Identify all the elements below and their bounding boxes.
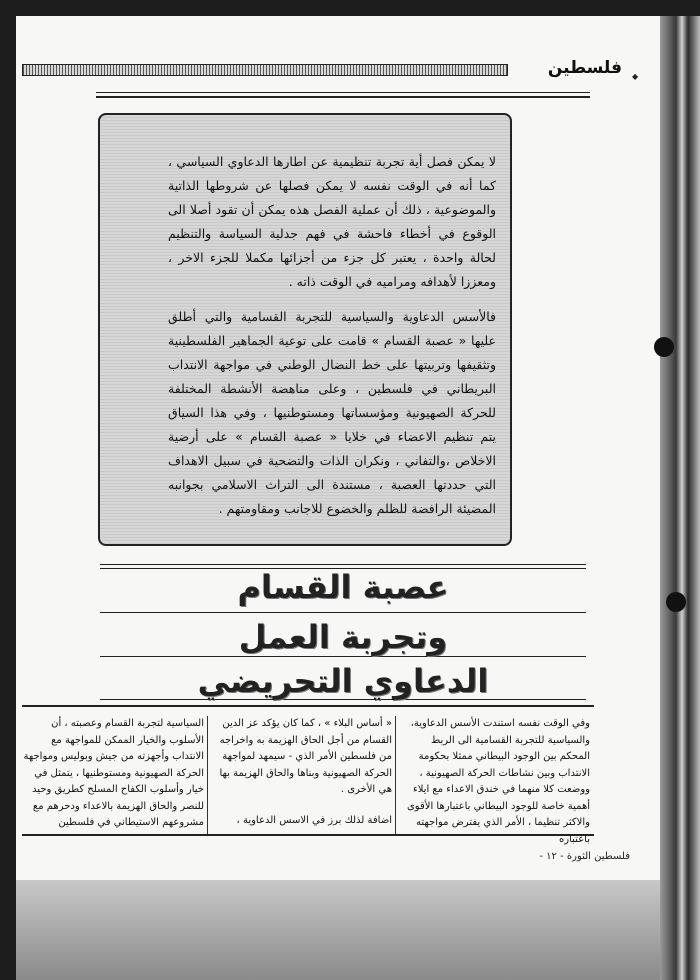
column-divider	[207, 716, 208, 834]
scan-bottom-band	[16, 880, 660, 980]
article-column-1: وفي الوقت نفسه استندت الأسس الدعاوية، والسياسية للتجربة القسامية الى الربط المحكم بين الوجود البيطاني ممثلا بحكومة الانتداب وبين نشاطات الحركة الصهيونية ، ووضعت كلا منهما في خندق الاعداء مع ايلاء أهمية خاصة للوجود البيطاني باعتبارها الأقوى والاكثر تنظيما ، الأمر الذي يفترض مواجهته باعتباره	[406, 718, 590, 845]
pull-quote-paragraph: لا يمكن فصل أية تجربة تنظيمية عن اطارها الدعاوي السياسي ، كما أنه في الوقت نفسه لا يمكن فصلها عن شروطها الذاتية والموضوعية ، ذلك أن عملية الفصل هذه يمكن أن تقود أصلا الى الوقوع في أخطاء فاحشة في فهم جدلية السياسة والتنظيم لحالة واحدة ، يعتبر كل جزء من أجزائها مكملا للجزء الاخر ، ومعززا لأهدافه ومراميه في الوقت ذاته .	[168, 154, 496, 289]
top-rule	[96, 92, 590, 98]
header-pattern-bar	[22, 64, 508, 76]
section-header	[22, 58, 642, 82]
bullet-mark-icon: ◆	[632, 72, 639, 81]
article-column-3: السياسية لتجربة القسام وعصبته ، أن الأسلوب والخيار الممكن للمواجهة مع الانتداب وأجهزته من جيش وبوليس ومواجهة الحركة الصهيونية ومستوطنيها ، يتمثل في خيار وأسلوب الكفاح المسلح كطريق وحيد للنصر والحاق الهزيمة بالاعداء ودحرهم مع مشروعهم الاستيطاني في فلسطين	[23, 718, 204, 828]
page-edge-shadow	[660, 16, 700, 980]
columns-top-rule	[22, 705, 594, 707]
pull-quote-text	[168, 150, 496, 532]
column-divider	[395, 716, 396, 834]
binder-hole	[666, 592, 686, 612]
columns-bottom-rule	[22, 834, 594, 836]
headline-rule	[100, 656, 586, 657]
column-2-text: « أساس البلاء » ، كما كان يؤكد عز الدين القسام من أجل الحاق الهزيمة به واخراجه من فلسطين الأمر الذي - سيمهد لمواجهة الحركة الصهيونية وبناها والحاق الهزيمة بها هي الأخرى .	[219, 718, 392, 795]
headline-line-3: الدعاوي التحريضي	[197, 662, 489, 700]
column-2-tail: اضافة لذلك برز في الاسس الدعاوية ،	[236, 814, 392, 826]
page-footer: فلسطين الثورة - ١٢ -	[539, 851, 630, 862]
headline-rule	[100, 564, 586, 565]
headline-rule	[100, 612, 586, 613]
section-title: فلسطين	[547, 58, 622, 78]
article-column-2	[210, 716, 392, 829]
headline-line-1: عصبة القسام	[237, 568, 449, 606]
headline-line-2: وتجربة العمل	[238, 618, 448, 656]
binder-hole	[654, 337, 674, 357]
pull-quote-paragraph: فالأسس الدعاوية والسياسية للتجربة القسامية والتي أطلق عليها « عصبة القسام » قامت على توعية الجماهير الفلسطينية وتثقيفها وتربيتها على خط النضال الوطني في مواجهة الانتداب البريطاني في فلسطين ، وعلى مناهضة الأنشطة المختلفة للحركة الصهيونية ومؤسساتها ومستوطنيها ، وفي هذا السياق يتم تنظيم الاعضاء في خلايا « عصبة القسام » على أرضية الاخلاص ،والتفاني ، ونكران الذات والتضحية في سبيل الاهداف التي حددتها العصبة ، مستندة الى التراث الاسلامي بجوانبه المضيئة الرافضة للظلم والخضوع للاجانب ومقاومتهم .	[168, 309, 496, 516]
